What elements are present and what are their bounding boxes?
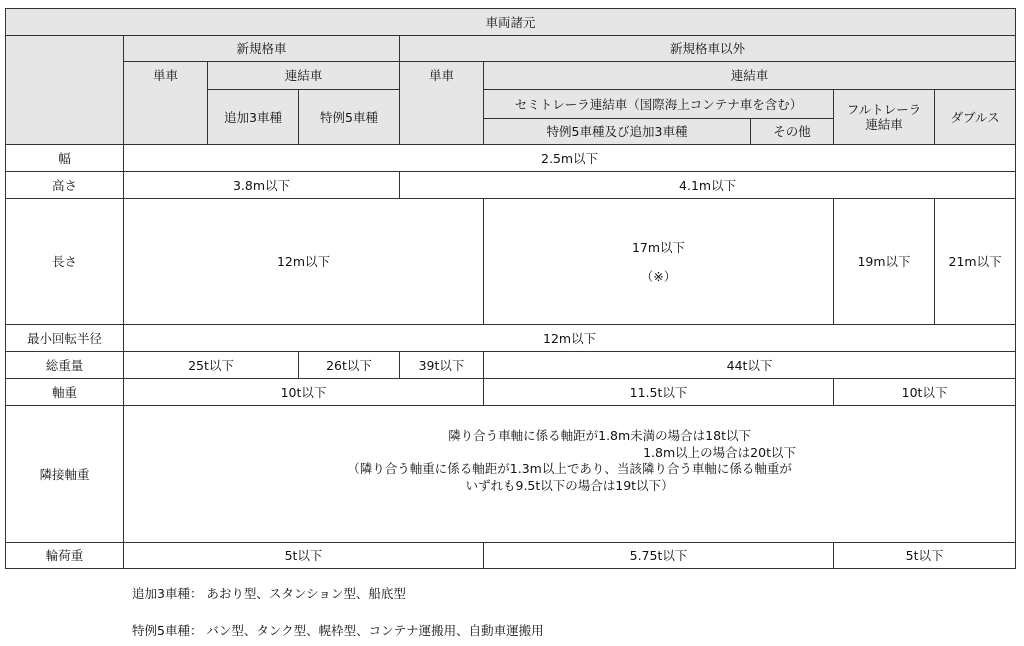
header-doubles: ダブルス: [935, 90, 1016, 145]
gross-new-b: 26t以下: [299, 352, 400, 379]
adjacent-line2: 1.8m以上の場合は20t以下: [643, 444, 796, 460]
row-label: 高さ: [6, 172, 124, 199]
header-semi-special: 特例5車種及び追加3車種: [484, 119, 751, 145]
wheel-c: 5t以下: [834, 543, 1016, 569]
footnote-add3: 追加3車種： あおり型、スタンション型、船底型: [132, 586, 406, 601]
row-gross-weight: [6, 352, 1016, 379]
header-linked-other: 連結車: [484, 62, 1016, 90]
row-width: [6, 145, 1016, 172]
adjacent-line3: （隣り合う軸重に係る軸距が1.3m以上であり、当該隣り合う車軸に係る軸重が: [347, 461, 792, 476]
wheel-b: 5.75t以下: [484, 543, 834, 569]
gross-new-a: 25t以下: [124, 352, 299, 379]
row-label: 隣接軸重: [6, 406, 124, 543]
axle-b: 11.5t以下: [484, 379, 834, 406]
height-other: 4.1m以下: [400, 172, 1016, 199]
axle-c: 10t以下: [834, 379, 1016, 406]
length-short: 12m以下: [124, 199, 484, 325]
axle-a: 10t以下: [124, 379, 484, 406]
row-label: 総重量: [6, 352, 124, 379]
row-label: 最小回転半径: [6, 325, 124, 352]
header-linked-new: 連結車: [208, 62, 400, 90]
header-add3: 追加3車種: [208, 90, 299, 145]
row-label: 長さ: [6, 199, 124, 325]
vehicle-spec-table: [5, 8, 1016, 569]
wheel-a: 5t以下: [124, 543, 484, 569]
row-adjacent-axle: [6, 406, 1016, 543]
length-full: 19m以下: [834, 199, 935, 325]
height-new: 3.8m以下: [124, 172, 400, 199]
row-label: 幅: [6, 145, 124, 172]
adjacent-line1: 隣り合う車軸に係る軸距が1.8m未満の場合は18t以下: [448, 428, 751, 443]
radius-value: 12m以下: [124, 325, 1016, 352]
length-doubles: 21m以下: [935, 199, 1016, 325]
header-semi-trailer: セミトレーラ連結車（国際海上コンテナ車を含む）: [484, 90, 834, 119]
adjacent-line4: いずれも9.5t以下の場合は19t以下）: [465, 477, 674, 493]
row-label: 輪荷重: [6, 543, 124, 569]
header-full-trailer-line1: フルトレーラ: [846, 102, 922, 117]
gross-linked: 44t以下: [484, 352, 1016, 379]
length-semi-note: （※）: [640, 268, 677, 284]
header-semi-other: その他: [751, 119, 834, 145]
row-height: [6, 172, 1016, 199]
group-new-standard: 新規格車: [124, 36, 400, 62]
corner-cell: [6, 36, 124, 145]
header-full-trailer-line2: 連結車: [865, 117, 903, 132]
header-single-other: 単車: [400, 62, 484, 145]
table-title: 車両諸元: [6, 9, 1016, 36]
length-semi-value: 17m以下: [631, 239, 686, 255]
row-label: 軸重: [6, 379, 124, 406]
row-turning-radius: [6, 325, 1016, 352]
row-length: [6, 199, 1016, 325]
length-semi: [484, 199, 834, 325]
row-axle-weight: [6, 379, 1016, 406]
gross-single: 39t以下: [400, 352, 484, 379]
header-sp5: 特例5車種: [299, 90, 400, 145]
footnote-sp5: 特例5車種： バン型、タンク型、幌枠型、コンテナ運搬用、自動車運搬用: [132, 623, 544, 638]
header-single-new: 単車: [124, 62, 208, 145]
width-value: 2.5m以下: [124, 145, 1016, 172]
group-other: 新規格車以外: [400, 36, 1016, 62]
adjacent-text: [124, 406, 1016, 543]
row-wheel-load: [6, 543, 1016, 569]
header-full-trailer: [834, 90, 935, 145]
